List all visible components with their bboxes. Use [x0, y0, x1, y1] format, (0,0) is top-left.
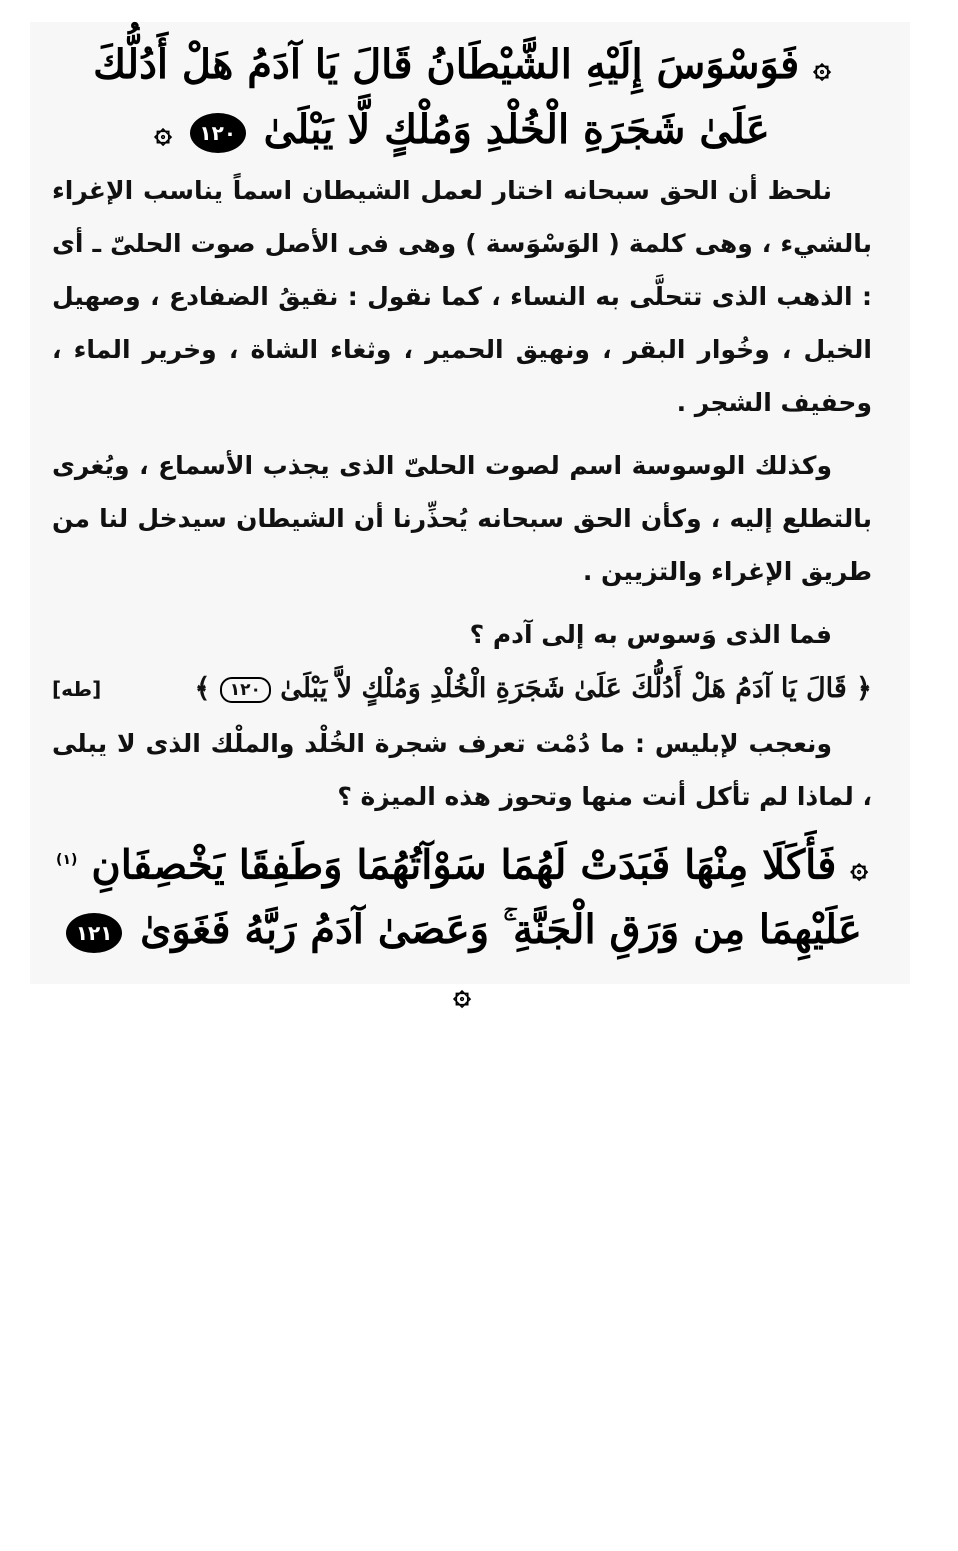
- verse-ornament-icon: ۞: [813, 50, 831, 85]
- verse-120-line-2: [52, 99, 872, 164]
- quoted-verse-text-wrapper: [194, 661, 872, 717]
- text-line: لا يبلى ، لماذا لم تأكل أنت منها وتحوز هذه الميزة ؟: [52, 729, 872, 811]
- verse-ornament-icon: ۞: [154, 115, 172, 150]
- text-line: بالشيء ، وهى كلمة ( الوَسْوَسة ) وهى فى الأصل صوت الحلىّ ـ: [92, 229, 872, 258]
- text-line: أى : الذهب الذى تتحلَّى به النساء ، كما نقول : نقيقُ الضفادع ،: [52, 229, 872, 311]
- question-line: [52, 608, 872, 661]
- verse-ornament-icon: ۞: [453, 977, 471, 1013]
- text-line: ونعجب لإبليس : ما دُمْت تعرف شجرة الخُلْد والملْك الذى: [145, 729, 832, 758]
- paragraph-1: [52, 164, 872, 429]
- verse-120-line-1: [52, 34, 872, 99]
- paragraph-3: [52, 717, 872, 823]
- text-line: ويُغرى بالتطلع إليه ، وكأن الحق سبحانه يُحذِّرنا أن الشيطان سيدخل: [52, 451, 872, 533]
- page-content: [52, 22, 872, 1026]
- verse-ornament-icon: ۞: [850, 850, 868, 886]
- text-line: وكذلك الوسوسة اسم لصوت الحلىّ الذى يجذب الأسماع ،: [139, 451, 832, 480]
- quoted-verse-close: ﴾: [194, 673, 211, 704]
- question-text: فما الذى وَسوس به إلى آدم ؟: [469, 620, 832, 649]
- quoted-verse-text: ﴿ قَالَ يَا آدَمُ هَلْ أَدُلُّكَ عَلَىٰ شَجَرَةِ الْخُلْدِ وَمُلْكٍ لاَّ يَبْلَىٰ: [280, 673, 872, 704]
- verse-number-badge: ١٢١: [66, 913, 122, 953]
- verse-120: [52, 34, 872, 164]
- verse-text: عَلَىٰ شَجَرَةِ الْخُلْدِ وَمُلْكٍ لَّا يَبْلَىٰ: [263, 106, 770, 153]
- text-line: لنا من طريق الإغراء والتزيين .: [52, 504, 872, 586]
- verse-121: [52, 829, 872, 1026]
- text-line: وصهيل الخيل ، وخُوار البقر ، ونهيق الحمير ، وثغاء الشاة ، وخرير: [52, 282, 872, 364]
- surah-reference: [طه]: [52, 677, 102, 701]
- book-page: [30, 22, 910, 1013]
- verse-text: عَلَيْهِمَا مِن وَرَقِ الْجَنَّةِ ۚ وَعَصَىٰ آدَمُ رَبَّهُ فَغَوَىٰ: [140, 906, 862, 954]
- paragraph-2: [52, 439, 872, 598]
- verse-number-badge: ١٢٠: [190, 113, 246, 153]
- text-line: الماء ، وحفيف الشجر .: [52, 335, 872, 417]
- quoted-verse: [52, 661, 872, 717]
- verse-121-line-1: [52, 829, 872, 899]
- verse-text: فَوَسْوَسَ إِلَيْهِ الشَّيْطَانُ قَالَ يَا آدَمُ هَلْ أَدُلُّكَ: [93, 41, 800, 88]
- text-line: نلحظ أن الحق سبحانه اختار لعمل الشيطان اسماً يناسب الإغراء: [52, 176, 832, 205]
- verse-121-line-2: [52, 899, 872, 1026]
- verse-text: فَأَكَلَا مِنْهَا فَبَدَتْ لَهُمَا سَوْآتُهُمَا وَطَفِقَا يَخْصِفَانِ: [91, 841, 837, 889]
- quoted-verse-number: ١٢٠: [220, 677, 271, 703]
- footnote-marker: (١): [56, 852, 78, 868]
